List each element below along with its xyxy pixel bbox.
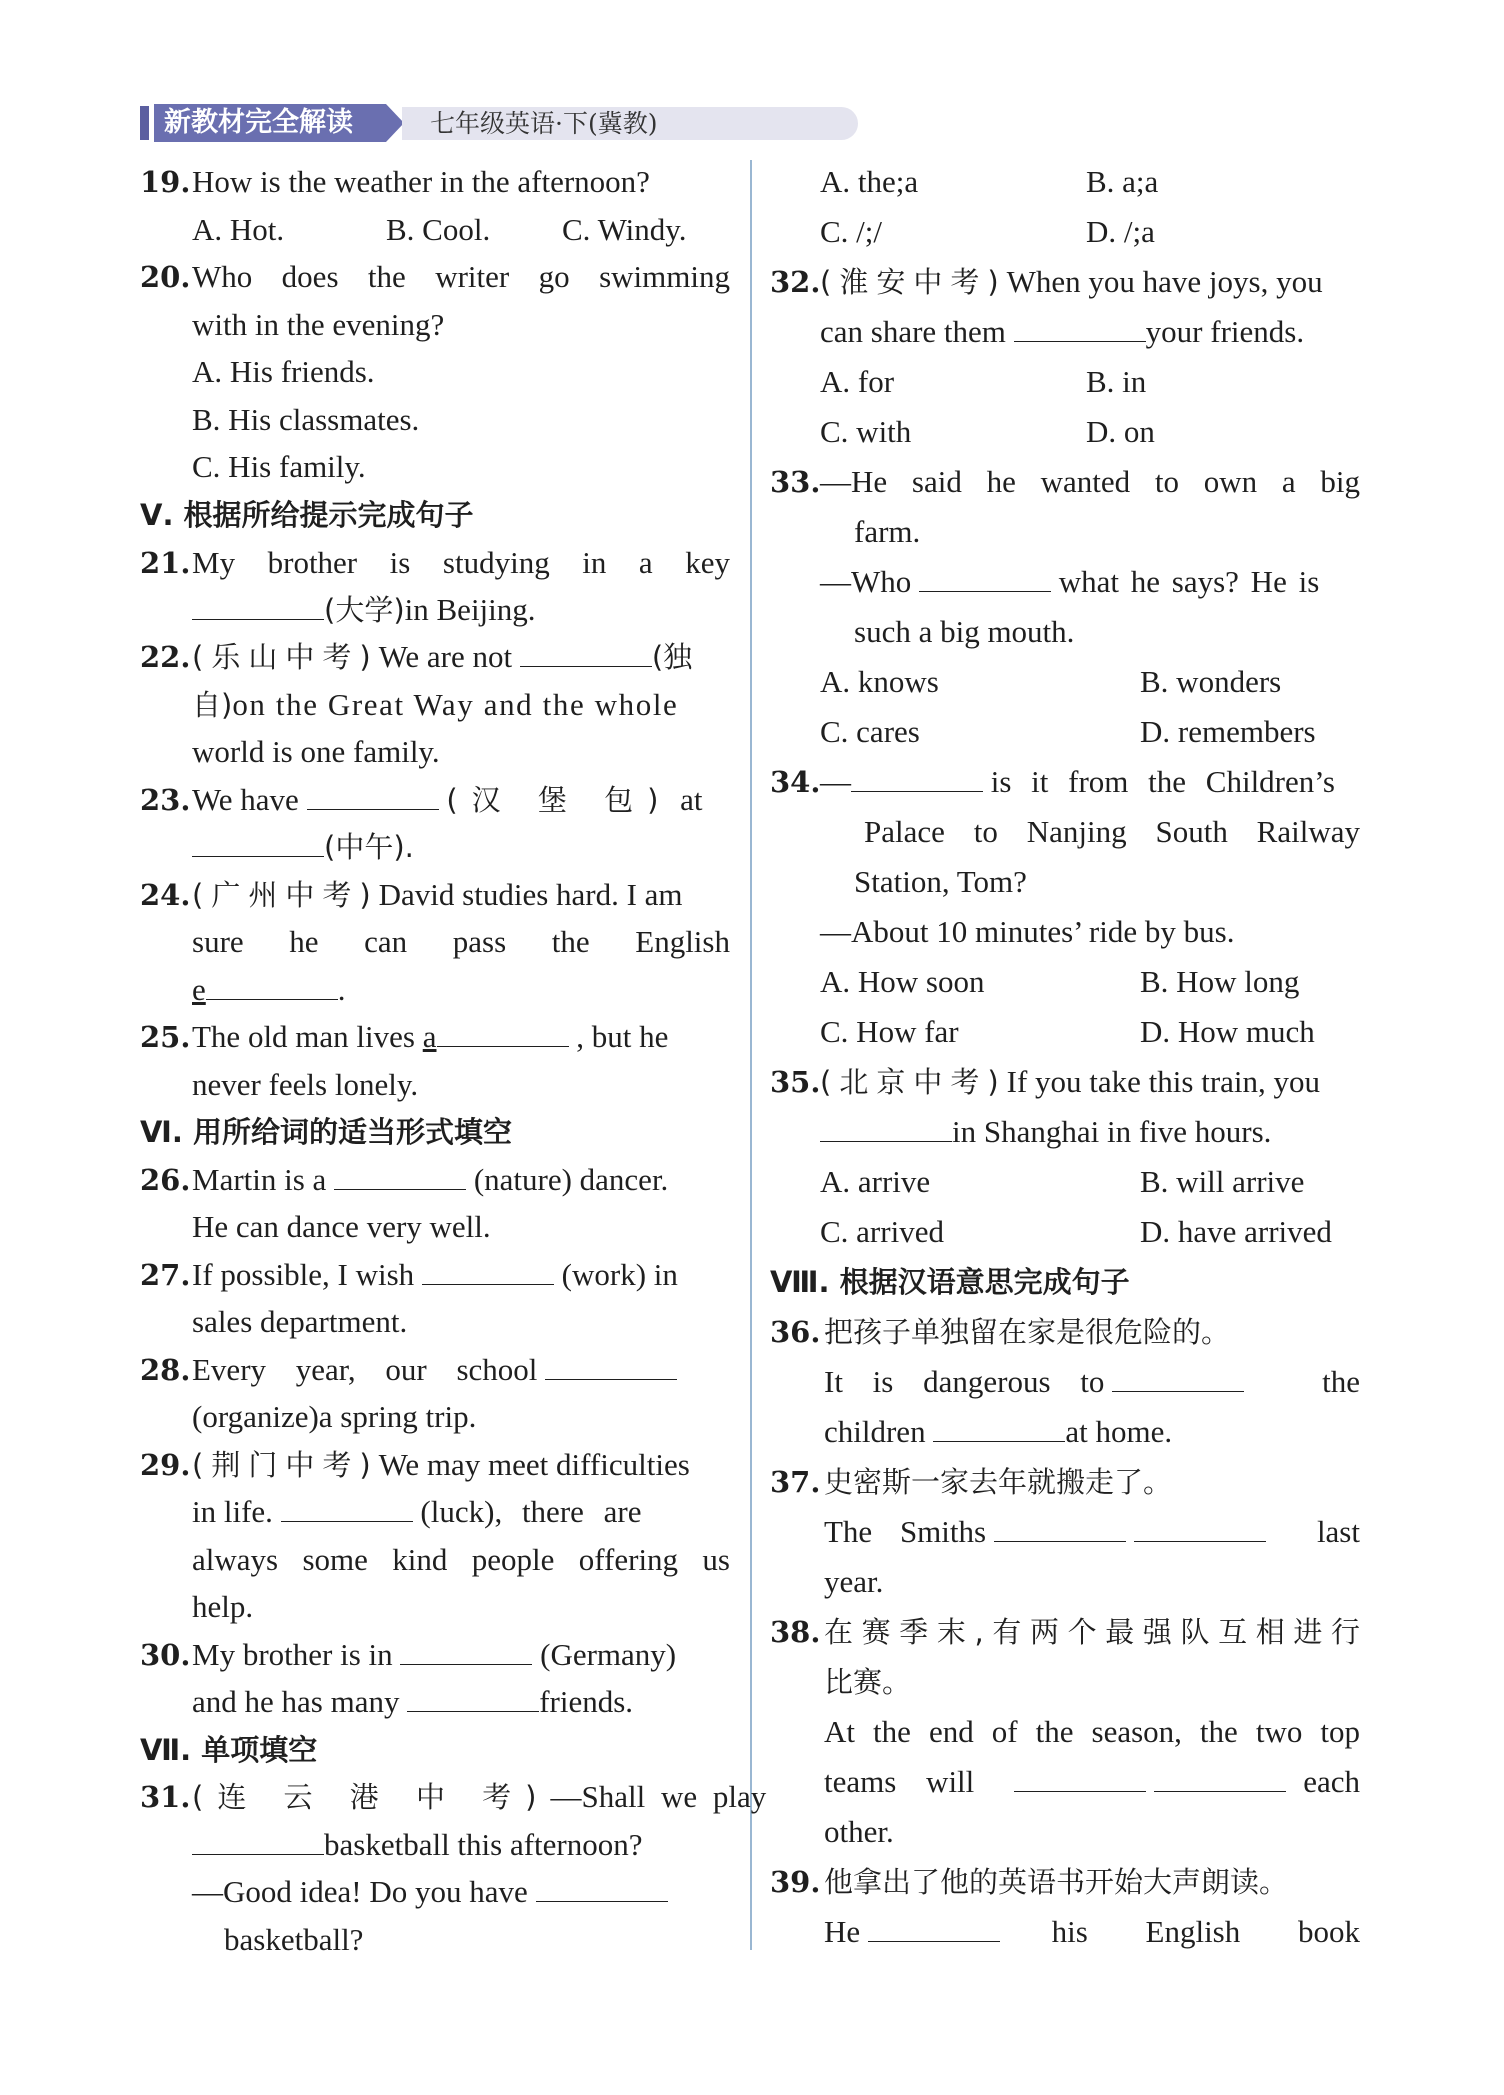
option-d: D. remembers	[1140, 714, 1316, 749]
answer-blank[interactable]	[994, 1513, 1126, 1542]
option-c: C. /;/	[820, 214, 883, 249]
header-subtitle: 七年级英语·下(冀教)	[402, 107, 858, 140]
answer-blank[interactable]	[1014, 313, 1146, 342]
answer-blank[interactable]	[407, 1683, 539, 1712]
option-b: B. Cool.	[386, 212, 491, 247]
section-7-heading: Ⅶ. 单项填空	[140, 1733, 318, 1767]
answer-blank[interactable]	[520, 638, 652, 667]
option-b: B. How long	[1140, 964, 1300, 999]
answer-blank[interactable]	[334, 1161, 466, 1190]
section-8-heading: Ⅷ. 根据汉语意思完成句子	[770, 1265, 1130, 1299]
option-d: D. on	[1086, 414, 1155, 449]
option-a: A. knows	[820, 664, 939, 699]
answer-blank[interactable]	[1014, 1763, 1146, 1792]
option-b: B. in	[1086, 364, 1147, 399]
option-c: C. cares	[820, 714, 920, 749]
answer-blank[interactable]	[192, 591, 324, 620]
option-d: D. /;a	[1086, 214, 1155, 249]
option-c: C. arrived	[820, 1214, 944, 1249]
option-a: A. How soon	[820, 964, 985, 999]
answer-blank[interactable]	[437, 1018, 569, 1047]
answer-blank[interactable]	[400, 1636, 532, 1665]
option-a: A. arrive	[820, 1164, 931, 1199]
answer-blank[interactable]	[206, 971, 338, 1000]
option-c: C. Windy.	[562, 212, 687, 247]
option-a: A. for	[820, 364, 895, 399]
answer-blank[interactable]	[536, 1873, 668, 1902]
option-b: B. wonders	[1140, 664, 1282, 699]
header-accent-bar	[140, 106, 149, 140]
option-a: A. Hot.	[192, 212, 285, 247]
answer-blank[interactable]	[1154, 1763, 1286, 1792]
header-title: 新教材完全解读	[154, 104, 386, 142]
page-header	[140, 104, 720, 142]
answer-blank[interactable]	[192, 828, 324, 857]
option-c: C. His family.	[192, 449, 366, 484]
answer-blank[interactable]	[192, 1826, 324, 1855]
answer-blank[interactable]	[281, 1493, 413, 1522]
answer-blank[interactable]	[868, 1913, 1000, 1942]
answer-blank[interactable]	[851, 763, 983, 792]
option-d: D. How much	[1140, 1014, 1315, 1049]
option-b: B. will arrive	[1140, 1164, 1305, 1199]
answer-blank[interactable]	[1134, 1513, 1266, 1542]
answer-blank[interactable]	[422, 1256, 554, 1285]
column-divider	[750, 160, 752, 1950]
option-c: C. How far	[820, 1014, 959, 1049]
option-c: C. with	[820, 414, 912, 449]
answer-blank[interactable]	[820, 1113, 952, 1142]
option-b: B. His classmates.	[192, 402, 420, 437]
answer-blank[interactable]	[933, 1413, 1065, 1442]
option-d: D. have arrived	[1140, 1214, 1332, 1249]
section-5-heading: Ⅴ. 根据所给提示完成句子	[140, 498, 474, 532]
answer-blank[interactable]	[919, 563, 1051, 592]
section-6-heading: Ⅵ. 用所给词的适当形式填空	[140, 1115, 512, 1149]
answer-blank[interactable]	[545, 1351, 677, 1380]
option-a: A. His friends.	[192, 354, 375, 389]
option-b: B. a;a	[1086, 164, 1159, 199]
option-a: A. the;a	[820, 164, 919, 199]
answer-blank[interactable]	[307, 781, 439, 810]
answer-blank[interactable]	[1112, 1363, 1244, 1392]
